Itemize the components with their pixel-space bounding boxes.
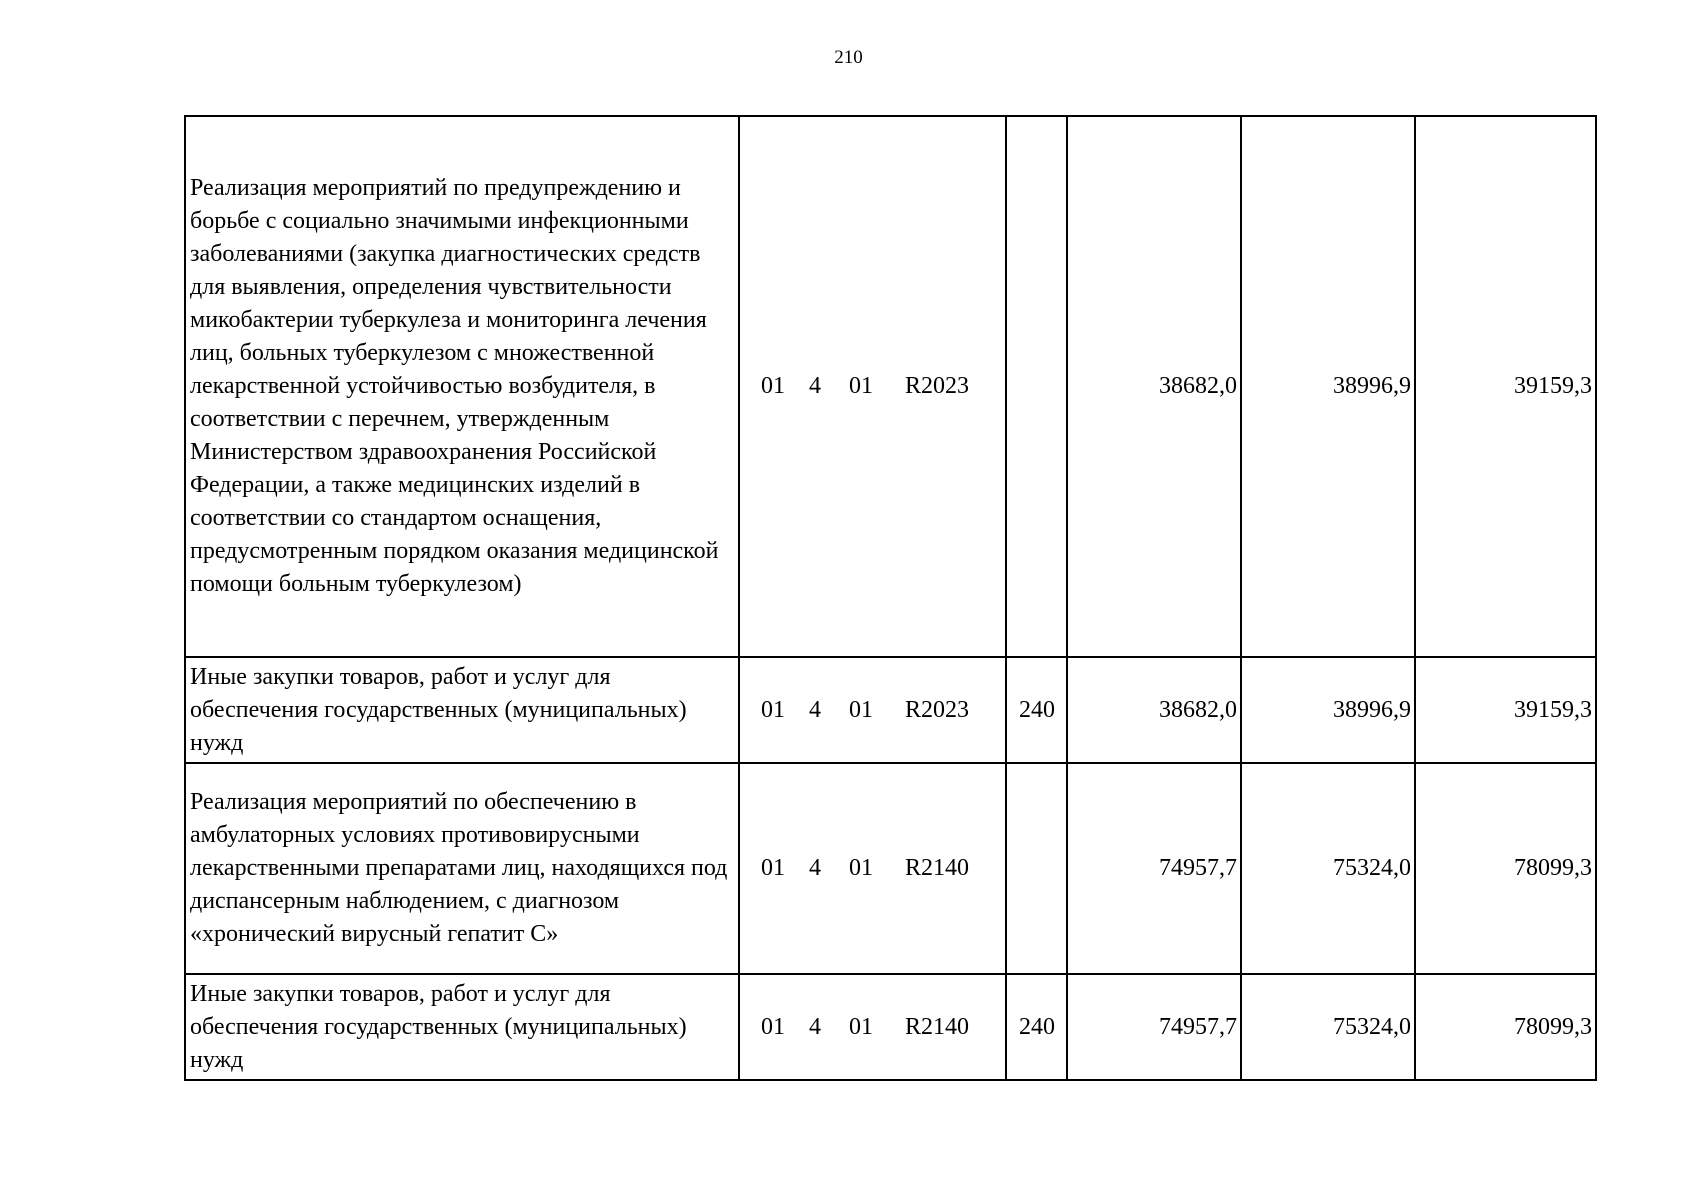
code-subprogram: 4 [809,373,821,399]
amount-year-1: 74957,7 [1067,763,1241,974]
page-number: 210 [834,47,863,68]
code-program: 01 [761,1013,785,1040]
table-row [185,116,1596,657]
code-program: 01 [761,855,785,881]
amount-year-2: 75324,0 [1241,763,1415,974]
code-subprogram: 4 [809,696,821,723]
table-row [185,657,1596,763]
expense-type-cell [1006,763,1067,974]
code-subprogram: 4 [809,1013,821,1040]
amount-year-3: 39159,3 [1415,657,1596,763]
amount-year-1: 74957,7 [1067,974,1241,1080]
amount-year-3: 39159,3 [1415,116,1596,657]
amount-year-2: 75324,0 [1241,974,1415,1080]
row-name-cell: Реализация мероприятий по предупреждению и борьбе с социально значимыми инфекционными заболеваниями (закупка диагностических средств для выявления, определения чувствительности микобактерии туберкулеза и мониторинга лечения лиц, больных туберкулезом с множественной лекарственной устойчивостью возбудителя, в соответствии с перечнем, утвержденным Министерством здравоохранения Российской Федерации, а также медицинских изделий в соответствии со стандартом оснащения, предусмотренным порядком оказания медицинской помощи больным туберкулезом) [185,116,739,657]
code-direction: R2023 [905,373,970,399]
code-cell [739,657,1006,763]
code-cell [739,763,1006,974]
expense-type-cell: 240 [1006,974,1067,1080]
code-cell [739,116,1006,657]
code-program: 01 [761,373,785,399]
table-row [185,974,1596,1080]
code-cell [739,974,1006,1080]
amount-year-2: 38996,9 [1241,657,1415,763]
code-program: 01 [761,696,785,723]
amount-year-1: 38682,0 [1067,116,1241,657]
row-name-cell: Иные закупки товаров, работ и услуг для обеспечения государственных (муниципальных) нужд [185,974,739,1080]
amount-year-2: 38996,9 [1241,116,1415,657]
row-name-cell: Иные закупки товаров, работ и услуг для обеспечения государственных (муниципальных) нужд [185,657,739,763]
code-main-activity: 01 [849,855,873,881]
expense-type-cell: 240 [1006,657,1067,763]
table-row [185,763,1596,974]
code-subprogram: 4 [809,855,821,881]
code-main-activity: 01 [849,1013,873,1040]
amount-year-1: 38682,0 [1067,657,1241,763]
row-name-cell: Реализация мероприятий по обеспечению в амбулаторных условиях противовирусными лекарственными препаратами лиц, находящихся под диспансерным наблюдением, с диагнозом «хронический вирусный гепатит С» [185,763,739,974]
budget-table [184,115,1597,1081]
code-direction: R2140 [905,855,970,881]
code-direction: R2023 [905,696,970,723]
expense-type-cell [1006,116,1067,657]
code-direction: R2140 [905,1013,970,1040]
amount-year-3: 78099,3 [1415,763,1596,974]
code-main-activity: 01 [849,373,873,399]
code-main-activity: 01 [849,696,873,723]
amount-year-3: 78099,3 [1415,974,1596,1080]
